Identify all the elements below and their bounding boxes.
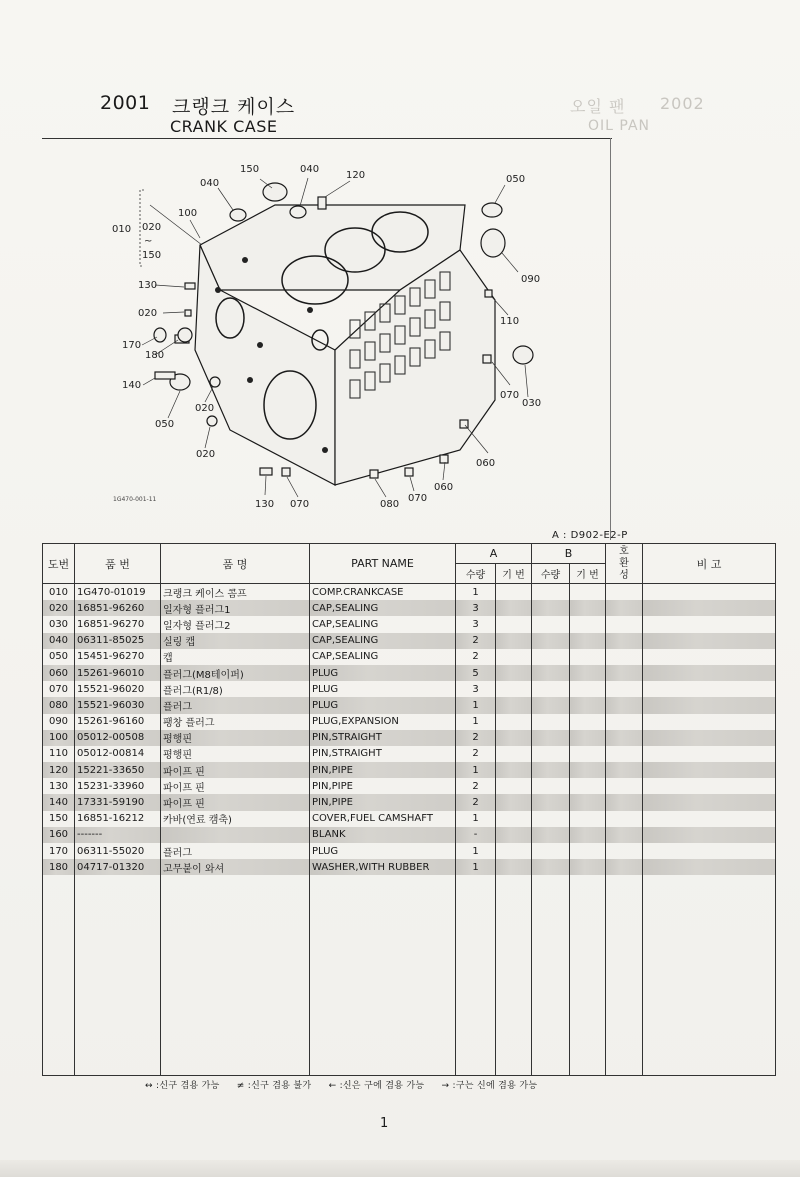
header-interchange: 호환성 — [606, 544, 643, 584]
cell-remarks — [643, 827, 776, 843]
table-row — [43, 600, 776, 616]
blank-cell — [570, 875, 606, 1076]
cell-part-name: CAP,SEALING — [310, 633, 456, 649]
legend-both-ways: ↔ :신구 겸용 가능 — [145, 1081, 220, 1091]
blank-cell — [532, 875, 570, 1076]
cell-interchange — [606, 665, 643, 681]
cell-name-ko: 일자형 플러그2 — [161, 616, 310, 632]
cell-name-ko: 일자형 플러그1 — [161, 600, 310, 616]
callout-040-left: 040 — [200, 178, 220, 189]
callout-120: 120 — [346, 170, 366, 181]
cell-code-b — [570, 633, 606, 649]
cell-code-b — [570, 859, 606, 875]
cell-part-no: 15261-96160 — [75, 714, 161, 730]
cell-ref: 070 — [43, 681, 75, 697]
table-row — [43, 584, 776, 601]
cell-qty-a: 3 — [456, 616, 496, 632]
page-edge-shadow — [0, 1160, 800, 1177]
page-title-en: CRANK CASE — [170, 117, 278, 136]
cell-qty-a: 2 — [456, 794, 496, 810]
section-number: 2001 — [100, 92, 151, 114]
cell-qty-b — [532, 746, 570, 762]
cell-part-no: 15221-33650 — [75, 762, 161, 778]
header-code-a: 기 번 — [496, 564, 532, 584]
cell-interchange — [606, 714, 643, 730]
cell-ref: 050 — [43, 649, 75, 665]
cell-qty-a: 2 — [456, 633, 496, 649]
cell-remarks — [643, 697, 776, 713]
cell-ref: 120 — [43, 762, 75, 778]
cell-remarks — [643, 714, 776, 730]
cell-interchange — [606, 649, 643, 665]
cell-remarks — [643, 859, 776, 875]
cell-name-ko: 카바(연료 캠축) — [161, 811, 310, 827]
crankcase-drawing — [100, 150, 605, 520]
cell-code-b — [570, 794, 606, 810]
cell-remarks — [643, 665, 776, 681]
cell-part-name: PIN,PIPE — [310, 778, 456, 794]
page-title-ko: 크랭크 케이스 — [172, 96, 296, 118]
cell-qty-a: 3 — [456, 681, 496, 697]
cell-name-ko: 팽창 플러그 — [161, 714, 310, 730]
cell-qty-b — [532, 762, 570, 778]
cell-ref: 110 — [43, 746, 75, 762]
cell-ref: 060 — [43, 665, 75, 681]
cell-remarks — [643, 730, 776, 746]
cell-qty-b — [532, 697, 570, 713]
diagram-divider — [610, 138, 611, 540]
cell-ref: 080 — [43, 697, 75, 713]
callout-070-right: 070 — [500, 390, 520, 401]
cell-ref: 090 — [43, 714, 75, 730]
table-row — [43, 843, 776, 859]
header-name-ko: 품 명 — [161, 544, 310, 584]
cell-code-a — [496, 633, 532, 649]
cell-name-ko: 플러그(M8테이퍼) — [161, 665, 310, 681]
cell-qty-a: 5 — [456, 665, 496, 681]
cell-code-b — [570, 697, 606, 713]
bleed-through-title-en: OIL PAN — [588, 118, 650, 134]
cell-name-ko: 플러그(R1/8) — [161, 681, 310, 697]
table-row — [43, 681, 776, 697]
cell-interchange — [606, 600, 643, 616]
cell-qty-a: 1 — [456, 762, 496, 778]
cell-ref: 100 — [43, 730, 75, 746]
cell-part-name: COVER,FUEL CAMSHAFT — [310, 811, 456, 827]
cell-code-b — [570, 730, 606, 746]
cell-part-name: PIN,PIPE — [310, 794, 456, 810]
cell-interchange — [606, 859, 643, 875]
cell-qty-a: - — [456, 827, 496, 843]
cell-code-b — [570, 811, 606, 827]
cell-part-no: 05012-00814 — [75, 746, 161, 762]
callout-150-range: 150 — [142, 250, 162, 261]
cell-qty-a: 1 — [456, 714, 496, 730]
cell-code-a — [496, 746, 532, 762]
cell-part-no: 04717-01320 — [75, 859, 161, 875]
cell-ref: 030 — [43, 616, 75, 632]
table-row — [43, 762, 776, 778]
table-blank-area — [43, 875, 776, 1076]
callout-130-top: 130 — [138, 280, 158, 291]
cell-qty-b — [532, 794, 570, 810]
callout-130-bottom: 130 — [255, 499, 275, 510]
header-qty-a: 수량 — [456, 564, 496, 584]
cell-qty-b — [532, 859, 570, 875]
bleed-through-number: 2002 — [660, 94, 705, 113]
header-rule — [42, 138, 612, 139]
cell-code-a — [496, 794, 532, 810]
callout-020-range: 020 — [142, 222, 162, 233]
cell-name-ko — [161, 827, 310, 843]
cell-code-a — [496, 827, 532, 843]
blank-cell — [310, 875, 456, 1076]
cell-name-ko: 캡 — [161, 649, 310, 665]
cell-interchange — [606, 811, 643, 827]
cell-name-ko: 실링 캡 — [161, 633, 310, 649]
cell-code-b — [570, 665, 606, 681]
cell-part-name: PIN,STRAIGHT — [310, 746, 456, 762]
cell-part-no: 17331-59190 — [75, 794, 161, 810]
cell-code-a — [496, 584, 532, 601]
cell-remarks — [643, 600, 776, 616]
cell-remarks — [643, 616, 776, 632]
table-row — [43, 633, 776, 649]
callout-030: 030 — [522, 398, 542, 409]
callout-070-bottom-left: 070 — [290, 499, 310, 510]
cell-name-ko: 고무붙이 와셔 — [161, 859, 310, 875]
table-row — [43, 859, 776, 875]
header-ref: 도번 — [43, 544, 75, 584]
cell-name-ko: 평행핀 — [161, 746, 310, 762]
cell-ref: 010 — [43, 584, 75, 601]
cell-ref: 160 — [43, 827, 75, 843]
cell-qty-a: 2 — [456, 730, 496, 746]
cell-qty-a: 1 — [456, 584, 496, 601]
header-group-b: B — [532, 544, 606, 564]
callout-100: 100 — [178, 208, 198, 219]
cell-qty-a: 2 — [456, 746, 496, 762]
blank-cell — [643, 875, 776, 1076]
blank-cell — [456, 875, 496, 1076]
cell-ref: 150 — [43, 811, 75, 827]
cell-part-name: WASHER,WITH RUBBER — [310, 859, 456, 875]
table-row — [43, 730, 776, 746]
cell-part-no: 06311-55020 — [75, 843, 161, 859]
cell-interchange — [606, 843, 643, 859]
cell-part-no: 16851-96270 — [75, 616, 161, 632]
cell-remarks — [643, 778, 776, 794]
cell-part-no: 05012-00508 — [75, 730, 161, 746]
cell-qty-a: 1 — [456, 697, 496, 713]
blank-cell — [606, 875, 643, 1076]
header-part-name: PART NAME — [310, 544, 456, 584]
header-qty-b: 수량 — [532, 564, 570, 584]
cell-qty-b — [532, 681, 570, 697]
callout-080: 080 — [380, 499, 400, 510]
callout-020-a: 020 — [138, 308, 158, 319]
cell-part-no: 06311-85025 — [75, 633, 161, 649]
header-part-no: 품 번 — [75, 544, 161, 584]
legend-not-interchangeable: ≠ :신구 겸용 불가 — [236, 1081, 312, 1091]
table-row — [43, 616, 776, 632]
cell-part-name: PLUG,EXPANSION — [310, 714, 456, 730]
bleed-through-title-ko: 오일 팬 — [570, 97, 626, 116]
cell-interchange — [606, 616, 643, 632]
table-row — [43, 714, 776, 730]
cell-remarks — [643, 811, 776, 827]
cell-code-a — [496, 697, 532, 713]
cell-code-a — [496, 811, 532, 827]
cell-part-no: 15521-96020 — [75, 681, 161, 697]
cell-part-name: CAP,SEALING — [310, 616, 456, 632]
callout-140: 140 — [122, 380, 142, 391]
blank-cell — [75, 875, 161, 1076]
cell-qty-b — [532, 633, 570, 649]
callout-020-c: 020 — [196, 449, 216, 460]
cell-ref: 130 — [43, 778, 75, 794]
cell-part-name: CAP,SEALING — [310, 600, 456, 616]
callout-010: 010 — [112, 224, 132, 235]
cell-name-ko: 크랭크 케이스 콤프 — [161, 584, 310, 601]
cell-code-b — [570, 843, 606, 859]
cell-qty-b — [532, 665, 570, 681]
cell-part-no: 1G470-01019 — [75, 584, 161, 601]
cell-part-name: PLUG — [310, 697, 456, 713]
parts-table-body — [43, 584, 776, 1076]
cell-interchange — [606, 730, 643, 746]
blank-cell — [496, 875, 532, 1076]
callout-050-left: 050 — [155, 419, 175, 430]
cell-code-a — [496, 714, 532, 730]
cell-remarks — [643, 762, 776, 778]
cell-interchange — [606, 827, 643, 843]
table-row — [43, 778, 776, 794]
cell-interchange — [606, 778, 643, 794]
cell-remarks — [643, 746, 776, 762]
cell-qty-a: 3 — [456, 600, 496, 616]
legend-new-for-old: ← :신은 구에 겸용 가능 — [328, 1081, 425, 1091]
cell-qty-a: 2 — [456, 649, 496, 665]
table-row — [43, 811, 776, 827]
cell-qty-b — [532, 843, 570, 859]
callout-050-top: 050 — [506, 174, 526, 185]
cell-code-b — [570, 827, 606, 843]
header-code-b: 기 번 — [570, 564, 606, 584]
cell-remarks — [643, 843, 776, 859]
cell-qty-b — [532, 584, 570, 601]
callout-090: 090 — [521, 274, 541, 285]
table-row — [43, 794, 776, 810]
cell-part-no: 15261-96010 — [75, 665, 161, 681]
callout-180: 180 — [145, 350, 165, 361]
cell-code-b — [570, 778, 606, 794]
cell-code-b — [570, 746, 606, 762]
cell-code-b — [570, 616, 606, 632]
cell-qty-a: 1 — [456, 811, 496, 827]
cell-remarks — [643, 584, 776, 601]
cell-code-b — [570, 681, 606, 697]
cell-qty-a: 1 — [456, 843, 496, 859]
cell-interchange — [606, 746, 643, 762]
cell-qty-b — [532, 811, 570, 827]
cell-code-a — [496, 600, 532, 616]
cell-part-name: PIN,STRAIGHT — [310, 730, 456, 746]
figure-id: 1G470-001-11 — [113, 496, 157, 503]
callout-070-bottom-right: 070 — [408, 493, 428, 504]
blank-cell — [43, 875, 75, 1076]
cell-part-name: PIN,PIPE — [310, 762, 456, 778]
cell-part-name: PLUG — [310, 843, 456, 859]
cell-part-name: PLUG — [310, 681, 456, 697]
cell-code-a — [496, 665, 532, 681]
callout-020-b: 020 — [195, 403, 215, 414]
cell-code-b — [570, 762, 606, 778]
cell-code-a — [496, 843, 532, 859]
parts-table — [42, 543, 776, 1076]
table-row — [43, 746, 776, 762]
model-note: A : D902-E2-P — [552, 530, 628, 541]
cell-qty-a: 2 — [456, 778, 496, 794]
cell-qty-b — [532, 616, 570, 632]
callout-060-right: 060 — [476, 458, 496, 469]
cell-remarks — [643, 794, 776, 810]
cell-name-ko: 플러그 — [161, 843, 310, 859]
cell-qty-b — [532, 778, 570, 794]
cell-remarks — [643, 681, 776, 697]
header-group-a: A — [456, 544, 532, 564]
cell-ref: 020 — [43, 600, 75, 616]
cell-name-ko: 파이프 핀 — [161, 794, 310, 810]
cell-ref: 170 — [43, 843, 75, 859]
cell-part-no: 16851-16212 — [75, 811, 161, 827]
callout-110: 110 — [500, 316, 520, 327]
cell-part-no: ------- — [75, 827, 161, 843]
table-row — [43, 649, 776, 665]
callout-040-right: 040 — [300, 164, 320, 175]
cell-code-b — [570, 649, 606, 665]
cell-code-a — [496, 616, 532, 632]
callout-range-tilde: ~ — [144, 236, 153, 247]
table-row — [43, 827, 776, 843]
cell-name-ko: 파이프 핀 — [161, 762, 310, 778]
cell-part-no: 15231-33960 — [75, 778, 161, 794]
legend-old-for-new: → :구는 신에 겸용 가능 — [441, 1081, 538, 1091]
cell-name-ko: 플러그 — [161, 697, 310, 713]
cell-interchange — [606, 794, 643, 810]
cell-part-name: CAP,SEALING — [310, 649, 456, 665]
cell-qty-b — [532, 730, 570, 746]
cell-code-b — [570, 584, 606, 601]
cell-code-a — [496, 778, 532, 794]
cell-code-a — [496, 681, 532, 697]
cell-interchange — [606, 697, 643, 713]
compatibility-legend — [145, 1078, 665, 1091]
cell-code-b — [570, 714, 606, 730]
cell-part-name: PLUG — [310, 665, 456, 681]
blank-cell — [161, 875, 310, 1076]
cell-name-ko: 파이프 핀 — [161, 778, 310, 794]
cell-interchange — [606, 762, 643, 778]
cell-code-a — [496, 859, 532, 875]
cell-code-a — [496, 730, 532, 746]
cell-qty-b — [532, 649, 570, 665]
cell-part-no: 15521-96030 — [75, 697, 161, 713]
cell-interchange — [606, 584, 643, 601]
cell-remarks — [643, 649, 776, 665]
cell-interchange — [606, 681, 643, 697]
cell-qty-a: 1 — [456, 859, 496, 875]
cell-code-a — [496, 649, 532, 665]
page-number: 1 — [380, 1116, 389, 1131]
cell-part-name: BLANK — [310, 827, 456, 843]
cell-ref: 180 — [43, 859, 75, 875]
cell-ref: 040 — [43, 633, 75, 649]
cell-qty-b — [532, 600, 570, 616]
cell-part-no: 15451-96270 — [75, 649, 161, 665]
cell-interchange — [606, 633, 643, 649]
table-row — [43, 697, 776, 713]
cell-name-ko: 평행핀 — [161, 730, 310, 746]
table-row — [43, 665, 776, 681]
exploded-diagram — [100, 150, 605, 520]
cell-ref: 140 — [43, 794, 75, 810]
cell-part-name: COMP.CRANKCASE — [310, 584, 456, 601]
cell-qty-b — [532, 714, 570, 730]
cell-code-b — [570, 600, 606, 616]
cell-remarks — [643, 633, 776, 649]
callout-060-bottom: 060 — [434, 482, 454, 493]
callout-170: 170 — [122, 340, 142, 351]
cell-part-no: 16851-96260 — [75, 600, 161, 616]
header-remarks: 비 고 — [643, 544, 776, 584]
cell-qty-b — [532, 827, 570, 843]
cell-code-a — [496, 762, 532, 778]
callout-150: 150 — [240, 164, 260, 175]
